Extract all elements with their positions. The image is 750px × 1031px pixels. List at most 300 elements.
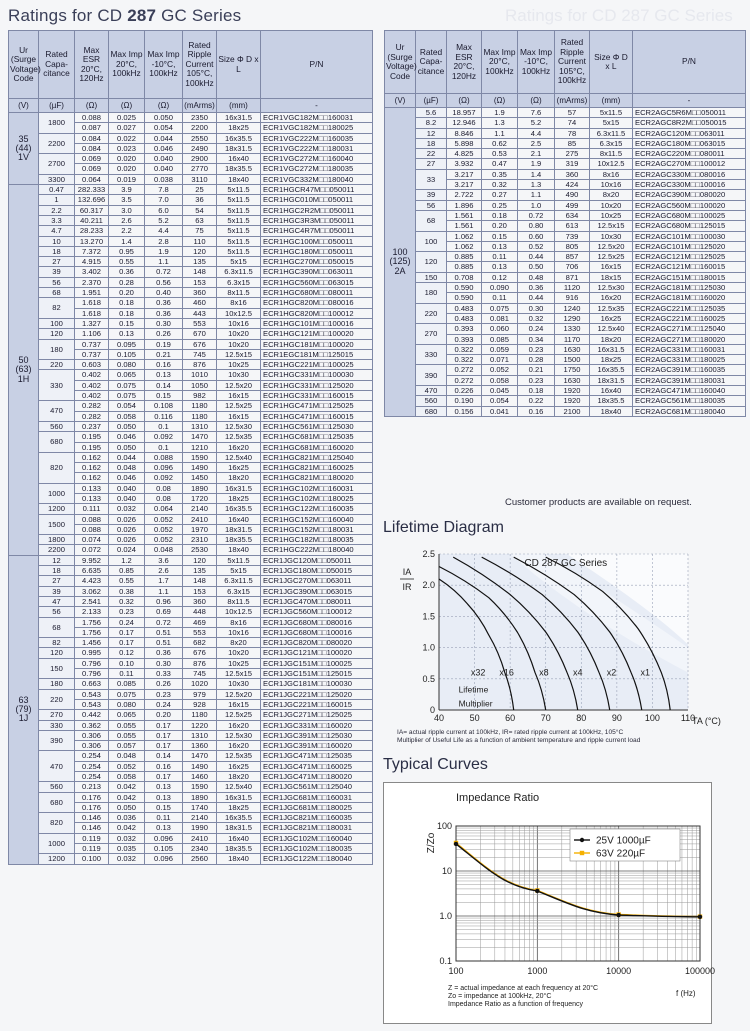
imp20-cell: 0.054 bbox=[109, 401, 145, 411]
header-esr: Max ESR 20°C, 120Hz bbox=[447, 31, 482, 94]
ripple-cell: 1630 bbox=[555, 344, 590, 354]
imp10-cell: 0.096 bbox=[145, 463, 183, 473]
imp20-cell: 0.055 bbox=[109, 730, 145, 740]
size-cell: 16x40 bbox=[590, 386, 633, 396]
pn-cell: ECR1JGC471M□□125035 bbox=[261, 751, 373, 761]
imp20-cell: 0.105 bbox=[109, 349, 145, 359]
table-row bbox=[385, 406, 746, 416]
table-row bbox=[9, 339, 373, 349]
ripple-cell: 110 bbox=[183, 236, 217, 246]
imp10-cell: 0.52 bbox=[518, 241, 555, 251]
ripple-cell: 982 bbox=[183, 391, 217, 401]
y-tick-label: 2.0 bbox=[422, 580, 435, 591]
table-row bbox=[9, 514, 373, 524]
imp10-cell: 0.23 bbox=[145, 689, 183, 699]
x-tick-label: 80 bbox=[576, 713, 587, 723]
voltage-code-line: 50 bbox=[18, 354, 29, 365]
pn-cell: ECR1HGC222M□□180040 bbox=[261, 545, 373, 555]
esr-cell: 0.402 bbox=[75, 391, 109, 401]
imp10-cell: 0.33 bbox=[145, 669, 183, 679]
esr-cell: 0.069 bbox=[75, 164, 109, 174]
imp20-cell: 0.025 bbox=[109, 113, 145, 123]
capacitance-cell: 470 bbox=[416, 386, 447, 396]
size-cell: 12.5x15 bbox=[590, 221, 633, 231]
imp10-cell: 2.1 bbox=[518, 149, 555, 159]
capacitance-cell: 180 bbox=[39, 679, 75, 689]
table-row bbox=[385, 138, 746, 148]
imp20-cell: 0.27 bbox=[482, 190, 518, 200]
imp20-cell: 3.0 bbox=[109, 205, 145, 215]
pn-cell: ECR2AGC101M□□125020 bbox=[633, 241, 746, 251]
capacitance-cell: 0.47 bbox=[39, 185, 75, 195]
ratings-table-left bbox=[8, 30, 373, 865]
pn-cell: ECR1JGC181M□□100030 bbox=[261, 679, 373, 689]
typical-curve-frame bbox=[383, 782, 716, 1024]
ripple-cell: 553 bbox=[183, 627, 217, 637]
capacitance-cell: 4.7 bbox=[39, 226, 75, 236]
size-cell: 12.5x20 bbox=[217, 689, 261, 699]
capacitance-cell: 1 bbox=[39, 195, 75, 205]
imp20-cell: 0.032 bbox=[109, 854, 145, 864]
imp20-cell: 0.050 bbox=[109, 442, 145, 452]
imp20-cell: 0.026 bbox=[109, 524, 145, 534]
pn-cell: ECR1EGC181M□□125015 bbox=[261, 349, 373, 359]
size-cell: 16x20 bbox=[217, 442, 261, 452]
esr-cell: 0.074 bbox=[75, 535, 109, 545]
ripple-cell: 360 bbox=[555, 169, 590, 179]
pn-cell: ECR2AGC331M□□180025 bbox=[633, 355, 746, 365]
y-tick-label: 0 bbox=[429, 705, 435, 715]
imp20-cell: 0.32 bbox=[482, 180, 518, 190]
imp10-cell: 0.092 bbox=[145, 473, 183, 483]
imp20-cell: 0.085 bbox=[109, 679, 145, 689]
ripple-cell: 739 bbox=[555, 231, 590, 241]
ripple-cell: 1180 bbox=[183, 710, 217, 720]
capacitance-cell: 220 bbox=[416, 303, 447, 324]
size-cell: 16x20 bbox=[590, 293, 633, 303]
imp20-cell: 0.075 bbox=[109, 689, 145, 699]
table-row bbox=[9, 607, 373, 617]
imp20-cell: 0.25 bbox=[482, 200, 518, 210]
header-imp-20: Max Imp 20°C, 100kHz bbox=[109, 31, 145, 99]
capacitance-cell: 8.2 bbox=[416, 118, 447, 128]
voltage-code-line: 2A bbox=[394, 265, 406, 276]
ripple-cell: 916 bbox=[555, 293, 590, 303]
esr-cell: 0.100 bbox=[75, 854, 109, 864]
imp20-cell: 0.62 bbox=[482, 138, 518, 148]
ripple-cell: 275 bbox=[555, 149, 590, 159]
imp20-cell: 0.044 bbox=[109, 452, 145, 462]
imp20-cell: 0.28 bbox=[109, 277, 145, 287]
ripple-cell: 1890 bbox=[183, 792, 217, 802]
capacitance-cell: 56 bbox=[39, 277, 75, 287]
lifetime-note-1: IA= actual ripple current at 100kHz, IR= rated ripple current at 100kHz, 105°C bbox=[397, 729, 624, 736]
imp10-cell: 0.088 bbox=[145, 452, 183, 462]
table-row bbox=[385, 272, 746, 282]
imp10-cell: 0.092 bbox=[145, 432, 183, 442]
esr-cell: 2.133 bbox=[75, 607, 109, 617]
pn-cell: ECR2AGC120M□□063011 bbox=[633, 128, 746, 138]
table-row bbox=[9, 401, 373, 411]
pn-cell: ECR1HGC331M□□100030 bbox=[261, 370, 373, 380]
request-note: Customer products are available on request. bbox=[505, 497, 692, 508]
pn-cell: ECR2AGC331M□□160031 bbox=[633, 344, 746, 354]
pn-cell: ECR1VGC182M□□180025 bbox=[261, 123, 373, 133]
units-row bbox=[9, 99, 373, 113]
imp20-cell: 0.17 bbox=[109, 638, 145, 648]
esr-cell: 0.603 bbox=[75, 360, 109, 370]
table-row bbox=[9, 689, 373, 699]
imp10-cell: 0.14 bbox=[145, 751, 183, 761]
size-cell: 16x20 bbox=[217, 741, 261, 751]
imp20-cell: 0.36 bbox=[109, 267, 145, 277]
pn-cell: ECR1HGC560M□□063015 bbox=[261, 277, 373, 287]
esr-cell: 0.483 bbox=[447, 303, 482, 313]
legend-marker bbox=[580, 851, 584, 855]
esr-cell: 0.322 bbox=[447, 344, 482, 354]
size-cell: 16x15 bbox=[590, 262, 633, 272]
pn-cell: ECR1JGC122M□□180040 bbox=[261, 854, 373, 864]
pn-cell: ECR2AGC680M□□125015 bbox=[633, 221, 746, 231]
ripple-cell: 25 bbox=[183, 185, 217, 195]
capacitance-cell: 18 bbox=[416, 138, 447, 148]
ripple-cell: 876 bbox=[183, 360, 217, 370]
esr-cell: 0.442 bbox=[75, 710, 109, 720]
ripple-cell: 2340 bbox=[183, 844, 217, 854]
esr-cell: 0.088 bbox=[75, 113, 109, 123]
imp20-cell: 1.2 bbox=[109, 555, 145, 565]
size-cell: 12.5x20 bbox=[590, 241, 633, 251]
table-row bbox=[9, 545, 373, 555]
esr-cell: 3.932 bbox=[447, 159, 482, 169]
size-cell: 16x25 bbox=[590, 313, 633, 323]
imp10-cell: 0.23 bbox=[518, 375, 555, 385]
table-row bbox=[9, 421, 373, 431]
imp10-cell: 0.11 bbox=[145, 813, 183, 823]
imp20-cell: 0.065 bbox=[109, 370, 145, 380]
ripple-cell: 2100 bbox=[555, 406, 590, 416]
imp10-cell: 0.116 bbox=[145, 411, 183, 421]
pn-cell: ECR2AGC181M□□160020 bbox=[633, 293, 746, 303]
ripple-cell: 1630 bbox=[555, 375, 590, 385]
esr-cell: 0.796 bbox=[75, 658, 109, 668]
imp10-cell: 4.4 bbox=[518, 128, 555, 138]
y-tick-label: 1.5 bbox=[422, 611, 435, 622]
esr-cell: 2.541 bbox=[75, 596, 109, 606]
imp20-cell: 0.95 bbox=[109, 246, 145, 256]
imp20-cell: 0.38 bbox=[109, 586, 145, 596]
ripple-cell: 1360 bbox=[183, 741, 217, 751]
table-row bbox=[385, 149, 746, 159]
table-row bbox=[9, 792, 373, 802]
imp20-cell: 0.20 bbox=[482, 221, 518, 231]
unit-cell: (mArms) bbox=[183, 99, 217, 113]
esr-cell: 0.069 bbox=[75, 154, 109, 164]
capacitance-cell: 27 bbox=[39, 576, 75, 586]
ripple-cell: 2310 bbox=[183, 535, 217, 545]
capacitance-cell: 220 bbox=[39, 360, 75, 370]
ripple-cell: 1450 bbox=[183, 473, 217, 483]
imp20-cell: 0.042 bbox=[109, 782, 145, 792]
imp20-cell: 0.055 bbox=[109, 720, 145, 730]
lifetime-title: Lifetime Diagram bbox=[383, 519, 504, 536]
ripple-cell: 360 bbox=[183, 596, 217, 606]
esr-cell: 1.106 bbox=[75, 329, 109, 339]
imp10-cell: 1.9 bbox=[518, 159, 555, 169]
capacitance-cell: 39 bbox=[39, 586, 75, 596]
header-size: Size Φ D x L bbox=[590, 31, 633, 94]
pn-cell: ECR1JGC680M□□080016 bbox=[261, 617, 373, 627]
imp20-cell: 1.4 bbox=[109, 236, 145, 246]
imp10-cell: 0.32 bbox=[518, 313, 555, 323]
imp10-cell: 0.48 bbox=[518, 272, 555, 282]
imp10-cell: 0.040 bbox=[145, 164, 183, 174]
pn-cell: ECR1HGC180M□□050011 bbox=[261, 246, 373, 256]
imp10-cell: 0.72 bbox=[145, 267, 183, 277]
legend-entry: 63V 220µF bbox=[596, 848, 646, 860]
imp20-cell: 0.020 bbox=[109, 154, 145, 164]
ripple-cell: 78 bbox=[555, 128, 590, 138]
size-cell: 18x35.5 bbox=[590, 396, 633, 406]
series-point bbox=[698, 915, 702, 919]
ripple-cell: 676 bbox=[183, 339, 217, 349]
capacitance-cell: 68 bbox=[39, 617, 75, 638]
imp20-cell: 3.9 bbox=[109, 185, 145, 195]
ripple-cell: 424 bbox=[555, 180, 590, 190]
capacitance-cell: 680 bbox=[39, 792, 75, 813]
table-row bbox=[385, 190, 746, 200]
table-row bbox=[385, 159, 746, 169]
table-row bbox=[385, 365, 746, 375]
esr-cell: 0.282 bbox=[75, 401, 109, 411]
imp10-cell: 1.1 bbox=[145, 257, 183, 267]
pn-cell: ECR1JGC270M□□063011 bbox=[261, 576, 373, 586]
x-tick-label: 110 bbox=[680, 713, 696, 723]
size-cell: 10x16 bbox=[590, 180, 633, 190]
size-cell: 6.3x15 bbox=[590, 138, 633, 148]
esr-cell: 0.072 bbox=[75, 545, 109, 555]
capacitance-cell: 390 bbox=[416, 365, 447, 386]
imp10-cell: 0.72 bbox=[518, 210, 555, 220]
size-cell: 10x12.5 bbox=[217, 308, 261, 318]
y-tick-label: 1.0 bbox=[439, 911, 452, 921]
imp20-cell: 1.3 bbox=[482, 118, 518, 128]
capacitance-cell: 2200 bbox=[39, 133, 75, 154]
imp20-cell: 3.5 bbox=[109, 195, 145, 205]
imp10-cell: 2.8 bbox=[145, 236, 183, 246]
esr-cell: 1.756 bbox=[75, 617, 109, 627]
y-axis-label-den: IR bbox=[402, 582, 412, 592]
capacitance-cell: 39 bbox=[416, 190, 447, 200]
voltage-code-line: (63) bbox=[15, 364, 32, 375]
size-cell: 8x11.5 bbox=[217, 596, 261, 606]
pn-cell: ECR1JGC821M□□160035 bbox=[261, 813, 373, 823]
ripple-cell: 1590 bbox=[183, 452, 217, 462]
imp20-cell: 0.022 bbox=[109, 133, 145, 143]
imp20-cell: 0.080 bbox=[109, 360, 145, 370]
size-cell: 12.5x25 bbox=[590, 252, 633, 262]
x-tick-label: 70 bbox=[540, 713, 551, 723]
capacitance-cell: 56 bbox=[39, 607, 75, 617]
chart-title: Impedance Ratio bbox=[456, 792, 540, 804]
unit-cell: (µF) bbox=[39, 99, 75, 113]
pn-cell: ECR1HGC2R2M□□050011 bbox=[261, 205, 373, 215]
table-row bbox=[385, 210, 746, 220]
esr-cell: 1.618 bbox=[75, 298, 109, 308]
capacitance-cell: 27 bbox=[39, 257, 75, 267]
esr-cell: 1.618 bbox=[75, 308, 109, 318]
size-cell: 12.5x40 bbox=[217, 452, 261, 462]
imp10-cell: 0.24 bbox=[145, 699, 183, 709]
header-imp-minus10: Max Imp -10°C, 100kHz bbox=[518, 31, 555, 94]
y-tick-label: 100 bbox=[436, 821, 452, 831]
size-cell: 12.5x35 bbox=[217, 432, 261, 442]
pn-cell: ECR1JGC471M□□180020 bbox=[261, 772, 373, 782]
size-cell: 16x35.5 bbox=[590, 365, 633, 375]
esr-cell: 0.176 bbox=[75, 802, 109, 812]
table-row bbox=[9, 751, 373, 761]
esr-cell: 13.270 bbox=[75, 236, 109, 246]
pn-cell: ECR1HGC010M□□050011 bbox=[261, 195, 373, 205]
pn-cell: ECR2AGC561M□□180035 bbox=[633, 396, 746, 406]
imp20-cell: 0.11 bbox=[482, 293, 518, 303]
ripple-cell: 1490 bbox=[183, 761, 217, 771]
table-row bbox=[9, 679, 373, 689]
esr-cell: 0.708 bbox=[447, 272, 482, 282]
size-cell: 10x30 bbox=[217, 679, 261, 689]
ripple-cell: 613 bbox=[555, 221, 590, 231]
size-cell: 12.5x35 bbox=[590, 303, 633, 313]
esr-cell: 1.062 bbox=[447, 241, 482, 251]
pn-cell: ECR2AGC560M□□100020 bbox=[633, 200, 746, 210]
table-row bbox=[9, 133, 373, 143]
size-cell: 18x25 bbox=[217, 123, 261, 133]
ripple-cell: 1470 bbox=[183, 432, 217, 442]
pn-cell: ECR2AGC121M□□160015 bbox=[633, 262, 746, 272]
esr-cell: 7.372 bbox=[75, 246, 109, 256]
ripple-cell: 682 bbox=[183, 638, 217, 648]
header-imp-20: Max Imp 20°C, 100kHz bbox=[482, 31, 518, 94]
imp10-cell: 0.13 bbox=[145, 782, 183, 792]
table-row bbox=[9, 318, 373, 328]
esr-cell: 0.133 bbox=[75, 493, 109, 503]
imp10-cell: 0.51 bbox=[145, 638, 183, 648]
imp10-cell: 0.14 bbox=[145, 380, 183, 390]
size-cell: 18x20 bbox=[217, 473, 261, 483]
imp10-cell: 0.1 bbox=[145, 442, 183, 452]
capacitance-cell: 680 bbox=[39, 432, 75, 453]
pn-cell: ECR1JGC560M□□100012 bbox=[261, 607, 373, 617]
y-tick-label: 0.5 bbox=[422, 673, 435, 684]
imp20-cell: 0.10 bbox=[109, 658, 145, 668]
x-tick-label: 90 bbox=[611, 713, 622, 723]
table-row bbox=[9, 298, 373, 308]
imp10-cell: 0.36 bbox=[145, 308, 183, 318]
imp10-cell: 0.18 bbox=[518, 386, 555, 396]
size-cell: 18x31.5 bbox=[590, 375, 633, 385]
esr-cell: 0.543 bbox=[75, 699, 109, 709]
pn-cell: ECR1HGC102M□□160031 bbox=[261, 483, 373, 493]
imp10-cell: 0.054 bbox=[145, 123, 183, 133]
ripple-cell: 148 bbox=[183, 576, 217, 586]
imp20-cell: 0.052 bbox=[482, 365, 518, 375]
unit-cell: (Ω) bbox=[109, 99, 145, 113]
x-tick-label: 100 bbox=[448, 966, 464, 976]
ripple-cell: 2410 bbox=[183, 833, 217, 843]
table-row bbox=[9, 813, 373, 823]
table-row bbox=[9, 782, 373, 792]
ripple-cell: 1470 bbox=[183, 751, 217, 761]
imp20-cell: 0.15 bbox=[109, 318, 145, 328]
esr-cell: 9.952 bbox=[75, 555, 109, 565]
esr-cell: 0.064 bbox=[75, 174, 109, 184]
imp10-cell: 0.16 bbox=[518, 406, 555, 416]
header-capacitance: Rated Capa-citance bbox=[416, 31, 447, 94]
imp10-cell: 0.038 bbox=[145, 174, 183, 184]
esr-cell: 0.885 bbox=[447, 252, 482, 262]
capacitance-cell: 120 bbox=[39, 648, 75, 658]
table-row bbox=[385, 108, 746, 118]
esr-cell: 132.696 bbox=[75, 195, 109, 205]
size-cell: 12.5x15 bbox=[217, 669, 261, 679]
capacitance-cell: 330 bbox=[416, 344, 447, 365]
pn-cell: ECR1VGC332M□□180040 bbox=[261, 174, 373, 184]
size-cell: 16x31.5 bbox=[217, 792, 261, 802]
imp10-cell: 0.15 bbox=[145, 391, 183, 401]
capacitance-cell: 3300 bbox=[39, 174, 75, 184]
esr-cell: 3.402 bbox=[75, 267, 109, 277]
imp20-cell: 0.032 bbox=[109, 504, 145, 514]
pn-cell: ECR1HGC152M□□160040 bbox=[261, 514, 373, 524]
imp20-cell: 0.042 bbox=[109, 792, 145, 802]
y-axis-label-num: IA bbox=[402, 567, 412, 577]
size-cell: 16x40 bbox=[217, 514, 261, 524]
pn-cell: ECR2AGC471M□□160040 bbox=[633, 386, 746, 396]
series-label-x2: x2 bbox=[606, 667, 617, 678]
capacitance-cell: 56 bbox=[416, 200, 447, 210]
pn-cell: ECR2AGC681M□□180040 bbox=[633, 406, 746, 416]
imp10-cell: 0.60 bbox=[518, 231, 555, 241]
capacitance-cell: 390 bbox=[39, 730, 75, 751]
voltage-code bbox=[9, 185, 39, 556]
voltage-code-line: 100 bbox=[392, 247, 408, 257]
size-cell: 12.5x20 bbox=[217, 380, 261, 390]
pn-cell: ECR1JGC271M□□125025 bbox=[261, 710, 373, 720]
imp10-cell: 0.096 bbox=[145, 854, 183, 864]
table-row bbox=[9, 720, 373, 730]
size-cell: 10x16 bbox=[217, 318, 261, 328]
imp10-cell: 3.6 bbox=[145, 555, 183, 565]
imp10-cell: 0.72 bbox=[145, 617, 183, 627]
series-point bbox=[535, 889, 539, 893]
header-size: Size Φ D x L bbox=[217, 31, 261, 99]
unit-cell: (µF) bbox=[416, 94, 447, 108]
esr-cell: 0.306 bbox=[75, 730, 109, 740]
size-cell: 16x35.5 bbox=[217, 133, 261, 143]
esr-cell: 0.393 bbox=[447, 334, 482, 344]
size-cell: 18x20 bbox=[590, 334, 633, 344]
imp10-cell: 0.16 bbox=[145, 360, 183, 370]
esr-cell: 5.898 bbox=[447, 138, 482, 148]
ripple-cell: 120 bbox=[183, 555, 217, 565]
imp20-cell: 0.050 bbox=[109, 421, 145, 431]
imp20-cell: 0.040 bbox=[109, 493, 145, 503]
size-cell: 5x11.5 bbox=[217, 215, 261, 225]
ripple-cell: 2770 bbox=[183, 164, 217, 174]
capacitance-cell: 2.2 bbox=[39, 205, 75, 215]
esr-cell: 0.084 bbox=[75, 133, 109, 143]
imp20-cell: 0.12 bbox=[482, 272, 518, 282]
